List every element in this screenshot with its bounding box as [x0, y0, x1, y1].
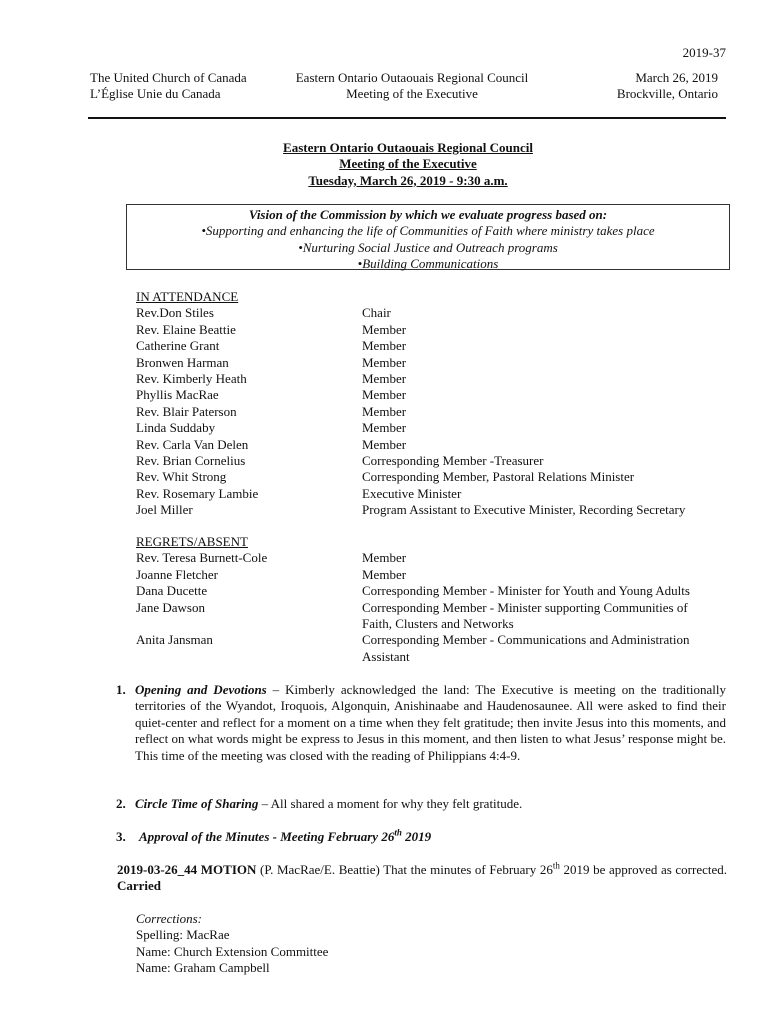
- attendance-heading: IN ATTENDANCE: [136, 289, 239, 304]
- member-name: Rev. Kimberly Heath: [136, 370, 247, 386]
- member-row: [136, 355, 736, 371]
- member-name: Phyllis MacRae: [136, 387, 219, 403]
- page-number: 2019-37: [682, 45, 726, 60]
- motion-text: (P. MacRae/E. Beattie) That the minutes of February 26th 2019 be approved as corrected.: [256, 860, 727, 877]
- member-name: Anita Jansman: [136, 632, 213, 648]
- header-church-fr: L’Église Unie du Canada: [90, 86, 221, 102]
- member-name: Rev. Teresa Burnett-Cole: [136, 550, 268, 566]
- regrets-section: [136, 534, 736, 665]
- member-role: Corresponding Member -Treasurer: [362, 452, 544, 468]
- corrections-heading: Corrections:: [136, 911, 202, 926]
- member-row: [136, 632, 736, 648]
- member-name: Rev. Rosemary Lambie: [136, 485, 259, 501]
- correction-1: Spelling: MacRae: [136, 927, 230, 943]
- member-role: Member: [362, 370, 407, 386]
- member-row: [136, 567, 736, 583]
- vision-point-1: •Supporting and enhancing the life of Communities of Faith where ministry takes place: [201, 223, 655, 239]
- item-number: 3.: [116, 829, 126, 844]
- member-name: Rev. Brian Cornelius: [136, 452, 246, 468]
- member-name: Joanne Fletcher: [136, 566, 218, 582]
- member-role-continued: Faith, Clusters and Networks: [362, 615, 514, 631]
- member-row: [136, 453, 736, 469]
- member-role: Member: [362, 387, 407, 403]
- attendance-section: [136, 289, 736, 518]
- regrets-heading: REGRETS/ABSENT: [136, 534, 248, 549]
- member-row: [136, 469, 736, 485]
- vision-heading: Vision of the Commission by which we evaluate progress based on:: [248, 207, 608, 222]
- member-role: Member: [362, 420, 407, 436]
- member-row: [136, 387, 736, 403]
- header-middle: [294, 70, 530, 103]
- member-role: Member: [362, 338, 407, 354]
- vision-point-3: •Building Communications: [357, 256, 499, 272]
- member-row: [136, 437, 736, 453]
- member-row: [136, 420, 736, 436]
- member-row: [136, 486, 736, 502]
- agenda-item-1: [116, 682, 726, 764]
- member-role: Member: [362, 321, 407, 337]
- header-divider: [88, 117, 726, 119]
- header-left: [90, 70, 247, 103]
- member-row: [136, 404, 736, 420]
- member-row: [136, 322, 736, 338]
- member-role: Corresponding Member - Communications and Administration: [362, 632, 690, 648]
- attendance-list: [136, 305, 736, 518]
- member-row: [136, 583, 736, 599]
- agenda-item-3: [116, 829, 726, 845]
- member-row: [136, 371, 736, 387]
- motion-id: 2019-03-26_44 MOTION: [117, 862, 257, 877]
- member-name: Rev. Whit Strong: [136, 469, 227, 485]
- member-name: Dana Ducette: [136, 583, 208, 599]
- member-name: Catherine Grant: [136, 338, 220, 354]
- member-role: Member: [362, 403, 407, 419]
- item-title: Approval of the Minutes - Meeting February 26th 2019: [139, 827, 432, 844]
- member-role: Executive Minister: [362, 485, 462, 501]
- member-row: [136, 600, 736, 616]
- corrections: [136, 911, 328, 977]
- member-role: Corresponding Member - Minister supporting Communities of: [362, 599, 688, 615]
- member-role: Member: [362, 550, 407, 566]
- member-row: [136, 502, 736, 518]
- header-council: Eastern Ontario Outaouais Regional Council: [295, 70, 529, 85]
- vision-box: [126, 204, 730, 270]
- item-number: 2.: [116, 796, 126, 811]
- member-row: [136, 338, 736, 354]
- title-council: Eastern Ontario Outaouais Regional Council: [283, 140, 533, 155]
- header-location: Brockville, Ontario: [616, 86, 718, 102]
- member-role: Corresponding Member - Minister for Youth and Young Adults: [362, 583, 690, 599]
- member-name: Linda Suddaby: [136, 420, 216, 436]
- member-role-continued: Assistant: [362, 648, 410, 664]
- correction-2: Name: Church Extension Committee: [136, 943, 329, 959]
- regrets-list: [136, 550, 736, 665]
- item-text: – All shared a moment for why they felt gratitude.: [258, 796, 523, 811]
- member-name: Joel Miller: [136, 502, 193, 518]
- member-row: [136, 550, 736, 566]
- member-name: Rev. Carla Van Delen: [136, 436, 249, 452]
- motion-result: Carried: [117, 878, 162, 894]
- header-meeting: Meeting of the Executive: [346, 86, 478, 102]
- item-text: – Kimberly acknowledged the land: The Executive is meeting on the traditionally territories of the Wyandot, Iroquois, Algonquin, Anishinaabe and Haudenosaunee. All were asked to find their quiet-center and reflect for a moment on a time when they felt gratitude; then invite Jesus into this moments, and reflect on what words might be express to Jesus in this moment, and then listen to what Jesus’ response might be. This time of the meeting was closed with the reading of Philippians 4:4-9.: [135, 682, 726, 763]
- item-title: Opening and Devotions: [135, 682, 267, 697]
- member-name: Rev.Don Stiles: [136, 305, 214, 321]
- header-right: [617, 70, 718, 103]
- motion: [117, 862, 727, 895]
- member-role: Member: [362, 566, 407, 582]
- vision-point-2: •Nurturing Social Justice and Outreach programs: [298, 239, 558, 255]
- member-role: Program Assistant to Executive Minister, Recording Secretary: [362, 502, 686, 518]
- member-name: Jane Dawson: [136, 599, 205, 615]
- member-row-continued: [136, 616, 736, 632]
- correction-3: Name: Graham Campbell: [136, 960, 270, 976]
- title-date: Tuesday, March 26, 2019 - 9:30 a.m.: [308, 172, 508, 188]
- member-name: Rev. Elaine Beattie: [136, 321, 236, 337]
- member-row-continued: [136, 649, 736, 665]
- item-number: 1.: [116, 682, 126, 697]
- member-role: Member: [362, 354, 407, 370]
- header-date: March 26, 2019: [635, 70, 718, 85]
- header-church-en: The United Church of Canada: [90, 70, 247, 85]
- member-name: Rev. Blair Paterson: [136, 403, 237, 419]
- member-role: Chair: [362, 305, 391, 321]
- document-title: [88, 140, 728, 189]
- member-row: [136, 305, 736, 321]
- item-title: Circle Time of Sharing: [135, 796, 259, 811]
- member-role: Member: [362, 436, 407, 452]
- member-role: Corresponding Member, Pastoral Relations Minister: [362, 469, 635, 485]
- agenda-item-2: [116, 796, 726, 812]
- member-name: Bronwen Harman: [136, 354, 229, 370]
- title-meeting: Meeting of the Executive: [339, 156, 477, 172]
